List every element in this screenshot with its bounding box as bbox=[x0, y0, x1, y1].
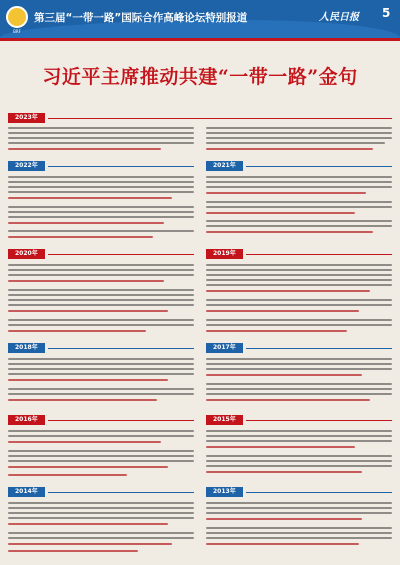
quote-block bbox=[206, 264, 392, 336]
year-section-2013 bbox=[206, 488, 392, 558]
year-label: 2019年 bbox=[206, 249, 243, 259]
quote-block bbox=[8, 264, 194, 336]
year-section-2015 bbox=[206, 416, 392, 480]
year-label: 2021年 bbox=[206, 161, 243, 171]
quote-block bbox=[8, 358, 194, 408]
quote-block bbox=[206, 176, 392, 242]
year-section-2014 bbox=[8, 488, 194, 558]
year-label: 2015年 bbox=[206, 415, 243, 425]
year-section-2023 bbox=[8, 114, 392, 154]
year-rule bbox=[48, 118, 392, 119]
year-rule bbox=[246, 254, 392, 255]
year-section-2021 bbox=[206, 162, 392, 242]
page-headline: 习近平主席推动共建“一带一路”金句 bbox=[42, 66, 358, 88]
year-rule bbox=[48, 254, 194, 255]
quote-block bbox=[206, 502, 392, 558]
forum-logo-icon bbox=[6, 6, 28, 28]
year-label: 2018年 bbox=[8, 343, 45, 353]
newspaper-name: 人民日报 bbox=[319, 12, 359, 23]
year-label: 2013年 bbox=[206, 487, 243, 497]
year-section-2016 bbox=[8, 416, 194, 480]
year-section-2019 bbox=[206, 250, 392, 336]
year-section-2017 bbox=[206, 344, 392, 408]
quote-block bbox=[8, 176, 194, 242]
quote-block bbox=[206, 358, 392, 408]
page-number: 5 bbox=[382, 6, 391, 20]
quote-block bbox=[206, 430, 392, 480]
quote-column-right bbox=[206, 127, 392, 155]
quote-block bbox=[8, 430, 194, 480]
year-label: 2014年 bbox=[8, 487, 45, 497]
year-rule bbox=[246, 348, 392, 349]
year-rule bbox=[246, 420, 392, 421]
year-rule bbox=[246, 492, 392, 493]
quote-block bbox=[8, 502, 194, 558]
year-label: 2020年 bbox=[8, 249, 45, 259]
year-rule bbox=[48, 166, 194, 167]
quote-column-left bbox=[8, 127, 194, 155]
year-rule bbox=[246, 166, 392, 167]
year-label: 2023年 bbox=[8, 113, 45, 123]
year-section-2020 bbox=[8, 250, 194, 336]
year-rule bbox=[48, 492, 194, 493]
year-section-2022 bbox=[8, 162, 194, 242]
year-rule bbox=[48, 420, 194, 421]
section-title: 第三届“一带一路”国际合作高峰论坛特别报道 bbox=[34, 12, 248, 24]
year-label: 2017年 bbox=[206, 343, 243, 353]
year-label: 2022年 bbox=[8, 161, 45, 171]
header-red-rule bbox=[0, 38, 400, 41]
year-rule bbox=[48, 348, 194, 349]
year-section-2018 bbox=[8, 344, 194, 408]
forum-logo-text: BRF bbox=[13, 29, 21, 34]
year-label: 2016年 bbox=[8, 415, 45, 425]
header-band bbox=[0, 0, 400, 38]
